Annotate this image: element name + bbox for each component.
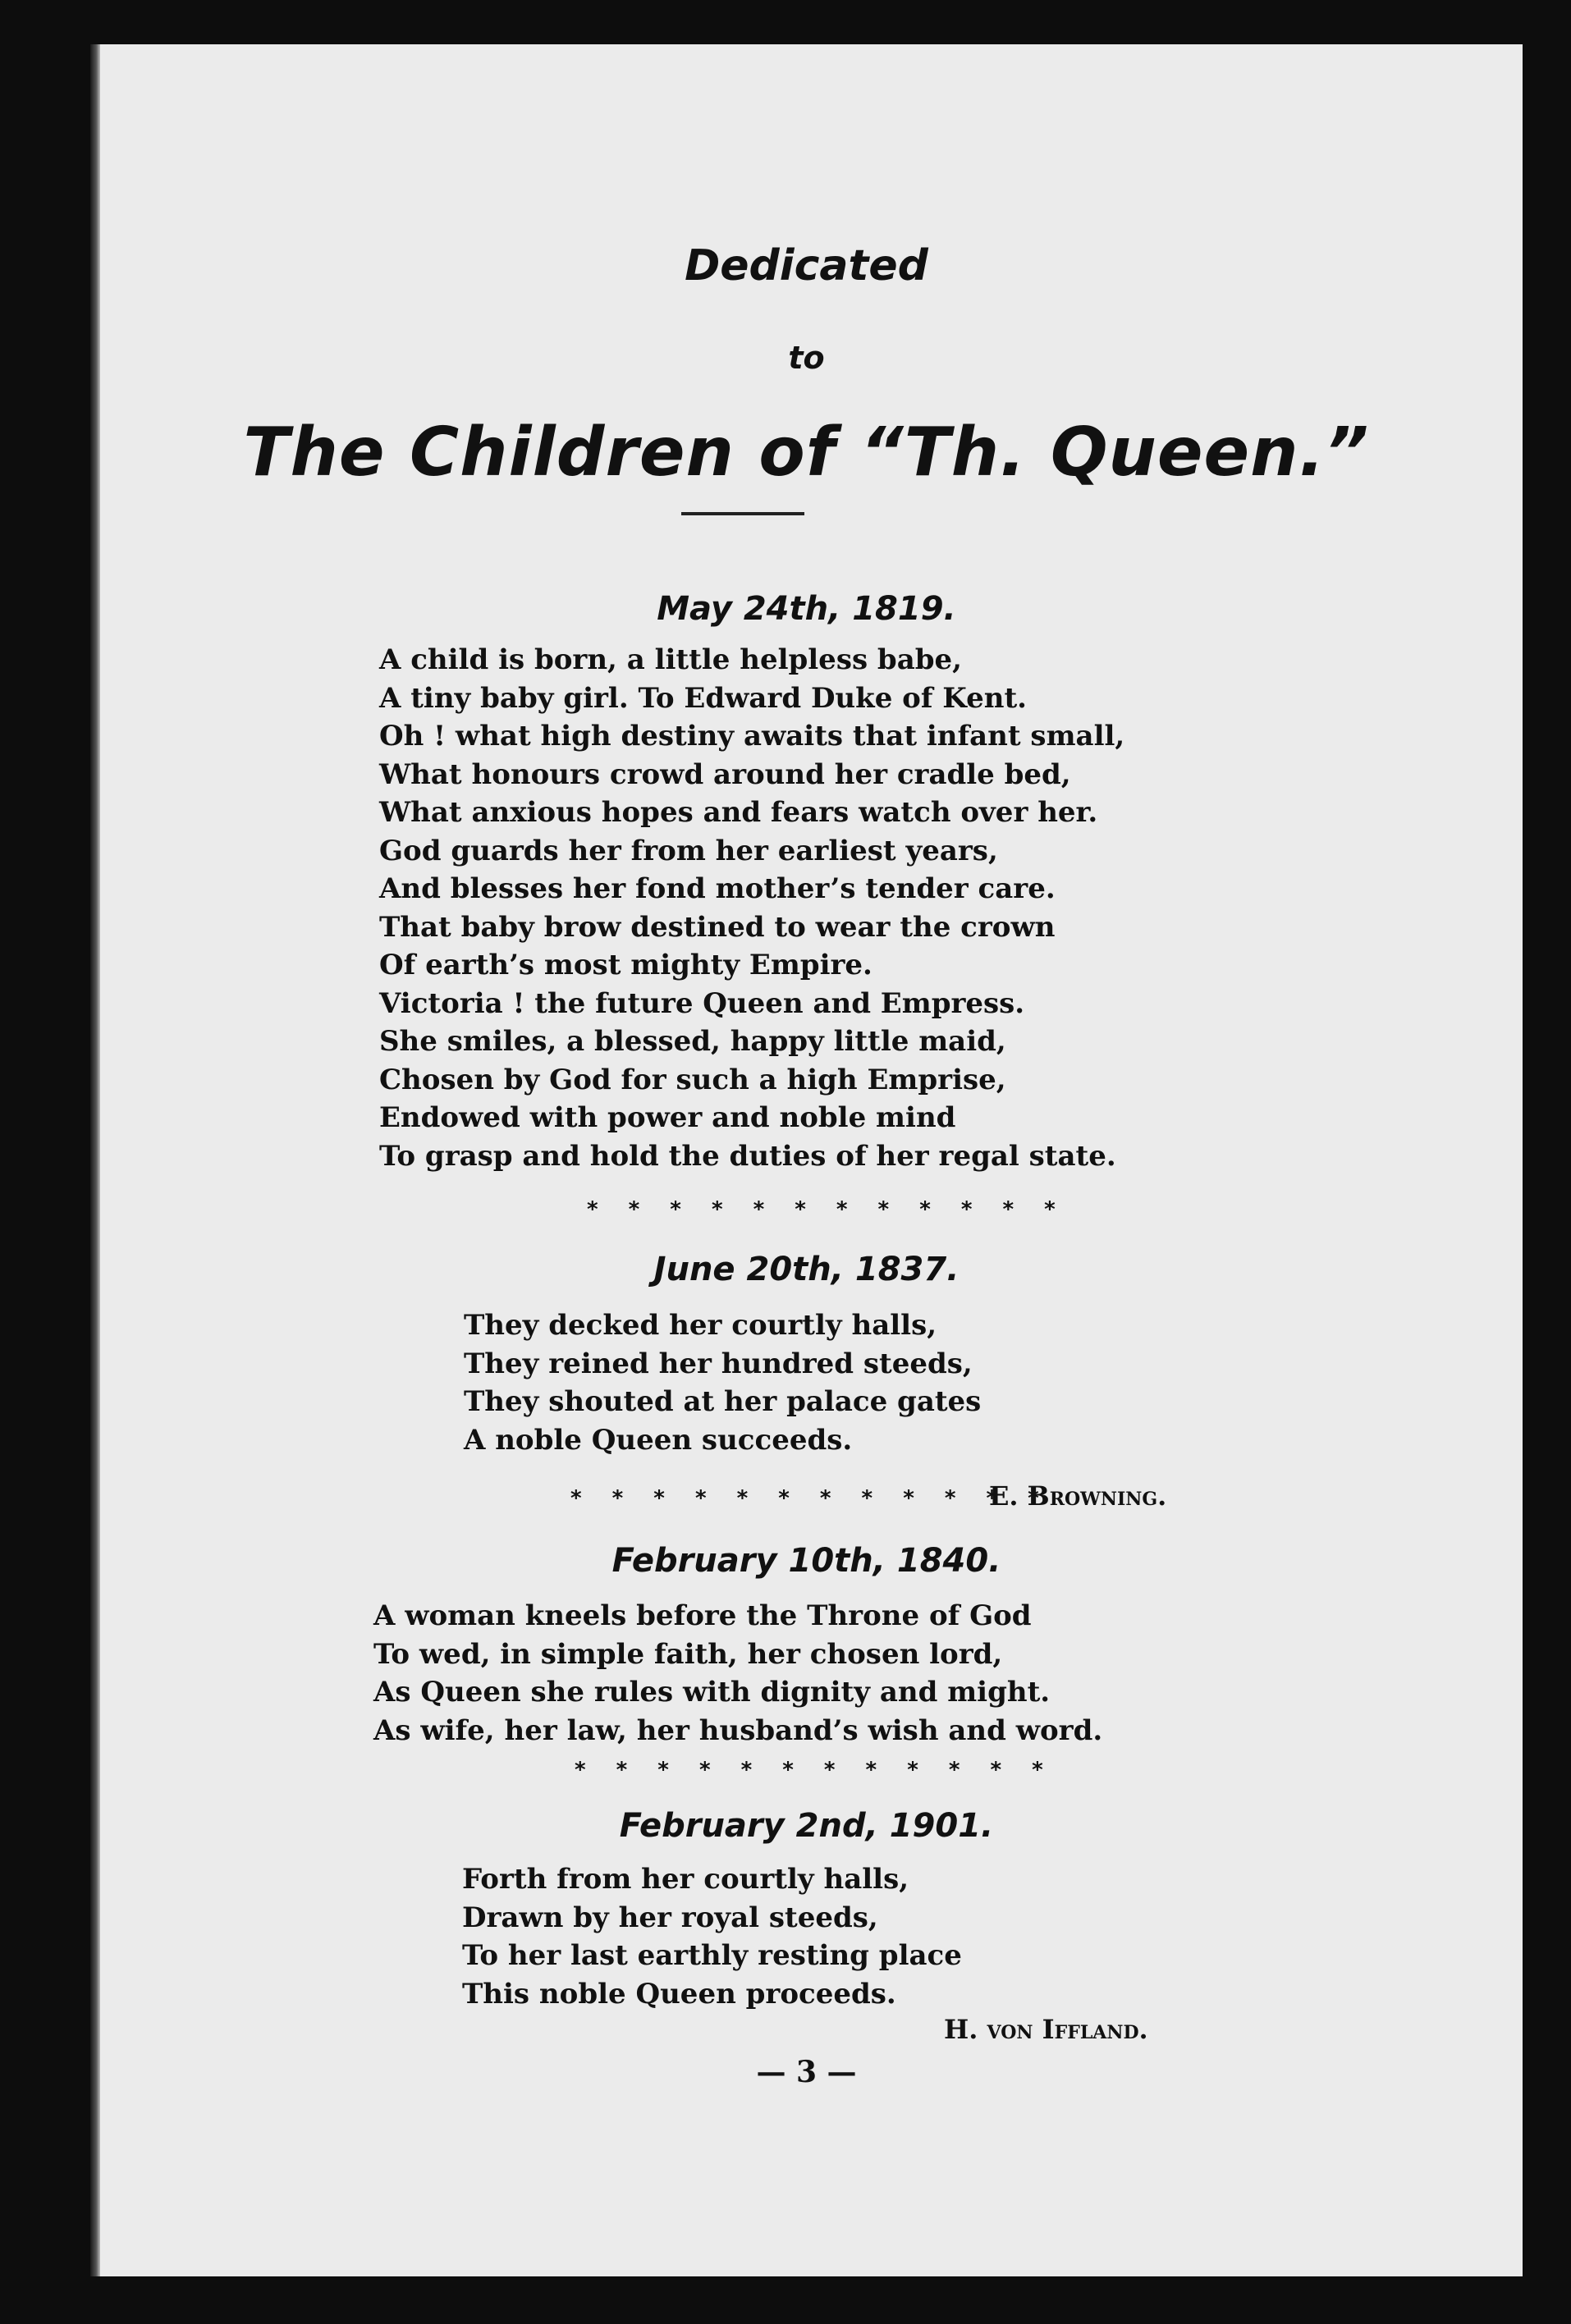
verse-line: A woman kneels before the Throne of God	[373, 1599, 1032, 1632]
verse-1819	[379, 641, 1124, 1175]
verse-line: A noble Queen succeeds.	[464, 1423, 853, 1457]
verse-1837	[464, 1306, 981, 1459]
author-iffland: H. von Iffland.	[944, 2014, 1148, 2045]
title-rule	[681, 512, 804, 515]
verse-line: What anxious hopes and fears watch over her.	[379, 796, 1098, 829]
verse-line: As Queen she rules with dignity and might.	[373, 1676, 1051, 1709]
verse-line: A tiny baby girl. To Edward Duke of Kent.	[379, 681, 1028, 715]
separator-stars: * * * * * * * * * * * *	[575, 1758, 1055, 1782]
verse-line: Chosen by God for such a high Emprise,	[379, 1063, 1006, 1096]
verse-line: To grasp and hold the duties of her regal state.	[379, 1139, 1116, 1173]
verse-line: She smiles, a blessed, happy little maid,	[379, 1025, 1006, 1058]
section-date-1901: February 2nd, 1901.	[619, 1807, 994, 1845]
verse-line: Oh ! what high destiny awaits that infant small,	[379, 720, 1125, 753]
verse-line: Drawn by her royal steeds,	[462, 1901, 878, 1934]
verse-line: They shouted at her palace gates	[464, 1385, 982, 1418]
page-content	[90, 44, 1523, 2276]
section-date-1819: May 24th, 1819.	[657, 590, 956, 628]
separator-stars: * * * * * * * * * * * *	[587, 1197, 1067, 1222]
verse-line: They decked her courtly halls,	[464, 1309, 937, 1342]
section-date-1837: June 20th, 1837.	[653, 1251, 960, 1288]
verse-line: A child is born, a little helpless babe,	[379, 643, 962, 676]
verse-line: They reined her hundred steeds,	[464, 1347, 973, 1380]
verse-line: To wed, in simple faith, her chosen lord,	[373, 1637, 1003, 1671]
to-heading: to	[788, 340, 825, 376]
verse-line: As wife, her law, her husband’s wish and word.	[373, 1713, 1103, 1747]
page-title: The Children of “Th. Queen.”	[243, 414, 1370, 492]
verse-line: Victoria ! the future Queen and Empress.	[379, 986, 1025, 1020]
page-number: — 3 —	[756, 2055, 857, 2089]
dedicated-heading: Dedicated	[685, 241, 928, 290]
verse-line: Endowed with power and noble mind	[379, 1101, 956, 1134]
verse-line: Forth from her courtly halls,	[462, 1863, 909, 1896]
document-page	[90, 44, 1523, 2276]
verse-line: Of earth’s most mighty Empire.	[379, 949, 873, 981]
verse-line: This noble Queen proceeds.	[462, 1977, 896, 2011]
separator-stars: * * * * * * * * * * * *	[570, 1486, 1051, 1511]
verse-line: God guards her from her earliest years,	[379, 834, 998, 867]
author-browning: E. Browning.	[989, 1480, 1167, 1512]
verse-1901	[462, 1860, 962, 2013]
verse-line: To her last earthly resting place	[462, 1939, 962, 1972]
verse-line: And blesses her fond mother’s tender care.	[379, 872, 1056, 905]
verse-1840	[373, 1597, 1102, 1750]
verse-line: What honours crowd around her cradle bed,	[379, 757, 1071, 791]
section-date-1840: February 10th, 1840.	[611, 1542, 1001, 1580]
verse-line: That baby brow destined to wear the crown	[379, 910, 1056, 944]
